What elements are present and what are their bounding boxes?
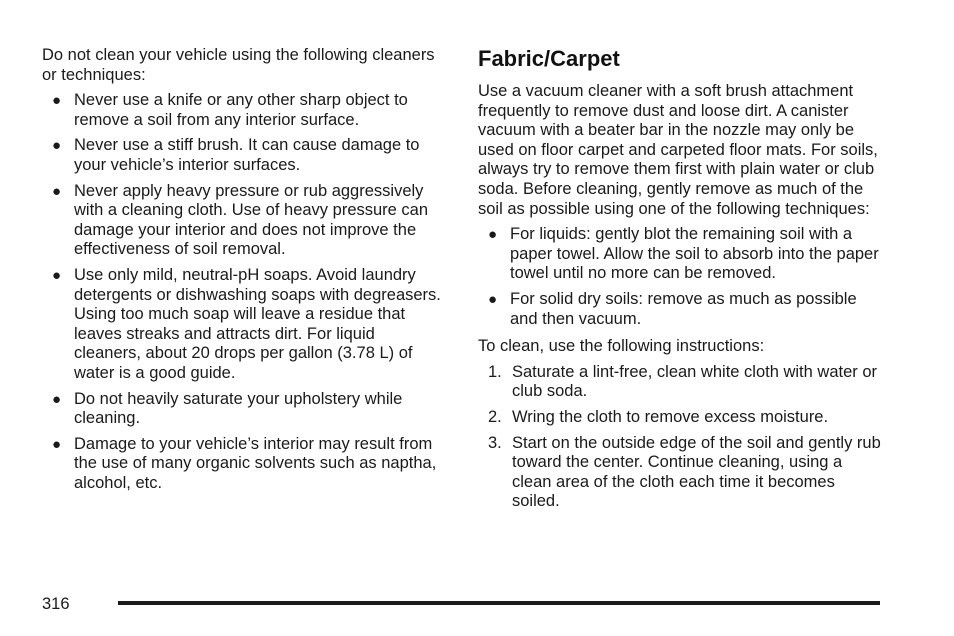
list-item: ● Never use a stiff brush. It can cause damage to your vehicle’s interior surfaces. [52, 136, 420, 174]
step-text: Wring the cloth to remove excess moisture. [512, 407, 829, 426]
left-column [42, 46, 442, 499]
right-bullet-list [478, 225, 886, 329]
list-item: ● Use only mild, neutral-pH soaps. Avoid laundry detergents or dishwashing soaps with degreasers. Using too much soap will leave a residue that leaves streaks and attracts dirt. For liquid cleaners, about 20 drops per gallon (3.78 L) of water is a good guide. [52, 265, 441, 382]
left-bullet-list [42, 91, 442, 493]
bullet-icon: ● [488, 226, 498, 244]
step-number: 1. [488, 362, 502, 381]
bullet-icon: ● [488, 290, 498, 308]
bullet-icon: ● [52, 435, 62, 453]
list-item: ● For solid dry soils: remove as much as possible and then vacuum. [488, 289, 857, 328]
list-item: ● Damage to your vehicle’s interior may result from the use of many organic solvents such as naptha, alcohol, etc. [52, 434, 437, 492]
section-heading: Fabric/Carpet [478, 46, 620, 71]
left-intro: Do not clean your vehicle using the following cleaners or techniques: [42, 46, 435, 84]
footer-rule [118, 601, 880, 605]
bullet-icon: ● [52, 390, 62, 408]
step-text: Saturate a lint-free, clean white cloth with water or club soda. [512, 362, 878, 401]
list-item: ● For liquids: gently blot the remaining soil with a paper towel. Allow the soil to absorb into the paper towel until no more can be removed. [488, 225, 879, 283]
step-number: 3. [488, 433, 502, 452]
list-item: ● Never use a knife or any other sharp object to remove a soil from any interior surface. [52, 91, 408, 129]
step-item [478, 434, 886, 512]
page-number: 316 [42, 595, 70, 613]
step-item [478, 408, 886, 428]
list-item: ● Do not heavily saturate your upholstery while cleaning. [52, 389, 403, 428]
step-number: 2. [488, 407, 502, 426]
list-item: ● Never apply heavy pressure or rub aggressively with a cleaning cloth. Use of heavy pressure can damage your interior and does not improve the effectiveness of soil removal. [52, 181, 429, 259]
steps-list [478, 363, 886, 512]
step-text: Start on the outside edge of the soil and gently rub toward the center. Continue cleaning, using a clean area of the cloth each time it becomes soiled. [512, 433, 881, 511]
bullet-icon: ● [52, 182, 62, 200]
right-intro: Use a vacuum cleaner with a soft brush attachment frequently to remove dust and loose dirt. A canister vacuum with a beater bar in the nozzle may only be used on floor carpet and carpeted floor mats. For soils, always try to remove them first with plain water or club soda. Before cleaning, gently remove as much of the soil as possible using one of the following techniques: [478, 82, 878, 218]
instructions-intro: To clean, use the following instructions: [478, 337, 765, 356]
step-item [478, 363, 886, 402]
bullet-icon: ● [52, 92, 62, 110]
bullet-icon: ● [52, 137, 62, 155]
right-column [478, 46, 886, 518]
bullet-icon: ● [52, 266, 62, 284]
